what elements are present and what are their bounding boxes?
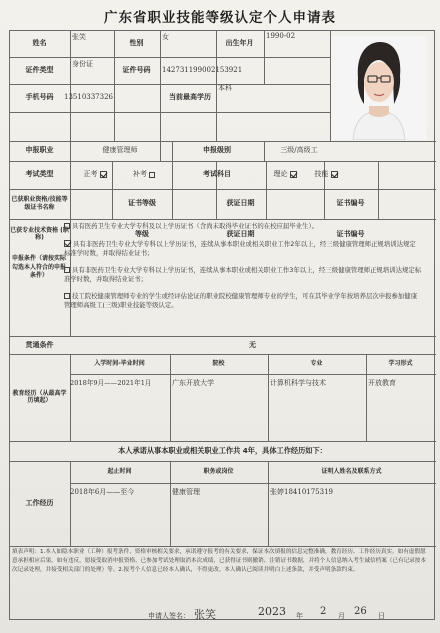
condition-option-2-text: 具有非医药卫生专业大学专科以上学历证书，连续从事本职业或相关职业工作2年以上，经三级健康管理师正规培训达规定标准学时数，并取得结业证书；	[64, 240, 416, 257]
birth-label: 出生年月	[225, 39, 254, 48]
condition-option-4[interactable]	[64, 292, 422, 309]
condition-option-1[interactable]	[64, 222, 422, 231]
general-condition-value[interactable]: 无	[249, 340, 256, 349]
subject-label: 考试科目	[203, 170, 231, 179]
subject-theory-option[interactable]	[264, 161, 306, 188]
edu-row-form[interactable]: 开放教育	[368, 378, 396, 387]
condition-option-3-text: 具有非医药卫生专业大学专科以上学历证书，连续从事本职业或相关职业工作3年以上，经三级健康管理师正规培训达规定标准学时数，并取得结业证书；	[64, 266, 422, 283]
occupation-label: 申报职业	[25, 146, 54, 155]
grade-label: 等级	[135, 229, 149, 238]
signature-name[interactable]: 张笑	[194, 608, 216, 621]
signature-day[interactable]: 26	[354, 606, 367, 617]
level-value[interactable]: 三级/高级工	[280, 146, 318, 155]
level-label: 申报级别	[203, 146, 231, 155]
phone-value[interactable]: 13510337326	[64, 93, 113, 102]
signature-month-unit: 月	[338, 612, 345, 620]
edu-row-school[interactable]: 广东开放大学	[172, 378, 214, 387]
empty-box-icon	[149, 172, 155, 178]
exam-type-label: 考试类型	[25, 170, 54, 179]
idtype-label: 证件类型	[25, 65, 54, 74]
signature-label: 申请人签名：	[148, 612, 190, 620]
condition-option-3[interactable]	[64, 266, 422, 283]
work-col-time: 起止时间	[107, 467, 132, 475]
empty-box-icon	[64, 293, 70, 299]
edu-label: 当前最高学历	[169, 93, 211, 102]
edu-col-major: 专业	[310, 359, 323, 367]
issue-date-label: 获证日期	[226, 199, 255, 208]
cert-level-label: 证书等级	[128, 199, 156, 208]
applicant-photo	[331, 36, 427, 140]
edu-col-school: 院校	[212, 359, 225, 367]
obtained-cert-label: 已获职业资格/技能等级证书名称	[11, 196, 68, 211]
birth-value[interactable]: 1990-02	[266, 32, 296, 40]
work-label: 工作经历	[25, 499, 54, 508]
name-label: 姓名	[32, 39, 47, 48]
edu-value[interactable]: 本科	[218, 84, 232, 92]
edu-row-major[interactable]: 计算机科学与技术	[270, 378, 326, 387]
work-col-proof: 证明人姓名及联系方式	[321, 467, 382, 475]
cert-no-label: 证书编号	[336, 199, 365, 208]
signature-year[interactable]: 2023	[258, 605, 286, 618]
work-row-time[interactable]: 2018年6月——至今	[70, 487, 135, 496]
subject-theory-label: 理论	[273, 170, 288, 179]
issue-date-label-2: 获证日期	[226, 229, 255, 238]
form-title: 广东省职业技能等级认定个人申请表	[104, 10, 336, 26]
gender-value[interactable]: 女	[162, 33, 169, 41]
name-value[interactable]: 张笑	[72, 33, 86, 41]
idno-value[interactable]: 142731199002153921	[162, 65, 243, 74]
work-row-proof[interactable]: 张婷18410175319	[270, 487, 333, 496]
condition-option-4-text: 技工院校健康管理师专业的学生或经评估论证的职业院校健康管理师专业的学生，可在其毕业学年按培养层次申报参加健康管理师高级工(三级)职业技能等级认定。	[64, 292, 418, 309]
subject-skill-label: 技能	[314, 170, 329, 179]
edu-col-time: 入学时间-毕业时间	[94, 359, 145, 367]
cert-no-label-2: 证书编号	[336, 229, 365, 238]
checked-box-icon	[290, 171, 297, 178]
idtype-value[interactable]: 身份证	[72, 60, 93, 68]
checked-box-icon	[100, 171, 107, 178]
signature-year-unit: 年	[296, 612, 303, 620]
exam-retake-option[interactable]	[120, 161, 170, 188]
idno-label: 证件号码	[122, 65, 151, 74]
tech-title-label: 已获专业技术资格 (职称)	[10, 226, 69, 241]
signature-day-unit: 日	[378, 612, 385, 620]
phone-label: 手机号码	[25, 93, 54, 102]
exam-first-label: 正考	[83, 170, 98, 179]
work-col-post: 职务或岗位	[203, 467, 234, 475]
general-condition-label: 贯通条件	[25, 340, 54, 349]
subject-skill-option[interactable]	[306, 161, 346, 188]
portrait-image	[331, 36, 427, 140]
condition-option-2[interactable]	[64, 240, 422, 257]
declaration-notice: 填表声明：1.本人如隐本职业（工种）报考条件，资格审核相关要求，承诺遵守报考的有关要求，保证本次填报的信息完整准确，教育经历、工作经历真实，如有虚假愿意承担相应后果，如有违反，愿接受取消申报资格、已参加考试处理取消本次成绩，已获得证书则撤销、注销证书数据，并将个人信息纳入考生诚信档案（已有记录按本次记录处理，并接受相关部门的处理）等。2.报考个人信息已经本人确认，不得更改。本人确认已阅读并明白上述条款，并受声明条款约束。	[12, 549, 426, 573]
edu-col-form: 学习形式	[388, 359, 413, 367]
education-label: 教育经历（从最高学历填起）	[12, 389, 67, 404]
empty-box-icon	[64, 223, 70, 229]
exam-retake-label: 补考	[133, 170, 147, 179]
edu-row-time[interactable]: 2018年9月——2021年1月	[70, 378, 152, 387]
work-statement: 本人承诺从事本职业或相关职业工作共 4年，具体工作经历如下：	[118, 446, 327, 455]
condition-option-1-text: 具有医药卫生专业大学专科及以上学历证书（含尚未取得毕业证书的在校应届毕业生）。	[72, 222, 319, 230]
checked-box-icon	[64, 240, 71, 247]
exam-first-option[interactable]	[70, 161, 120, 188]
checked-box-icon	[331, 171, 338, 178]
work-row-post[interactable]: 健康管理	[172, 487, 200, 496]
occupation-value[interactable]: 健康管理师	[102, 146, 138, 155]
empty-box-icon	[64, 267, 70, 273]
gender-label: 性别	[129, 39, 144, 48]
conditions-label: 申报条件（请按实际勾选本人符合的申报条件）	[12, 255, 67, 280]
signature-month[interactable]: 2	[320, 606, 327, 617]
